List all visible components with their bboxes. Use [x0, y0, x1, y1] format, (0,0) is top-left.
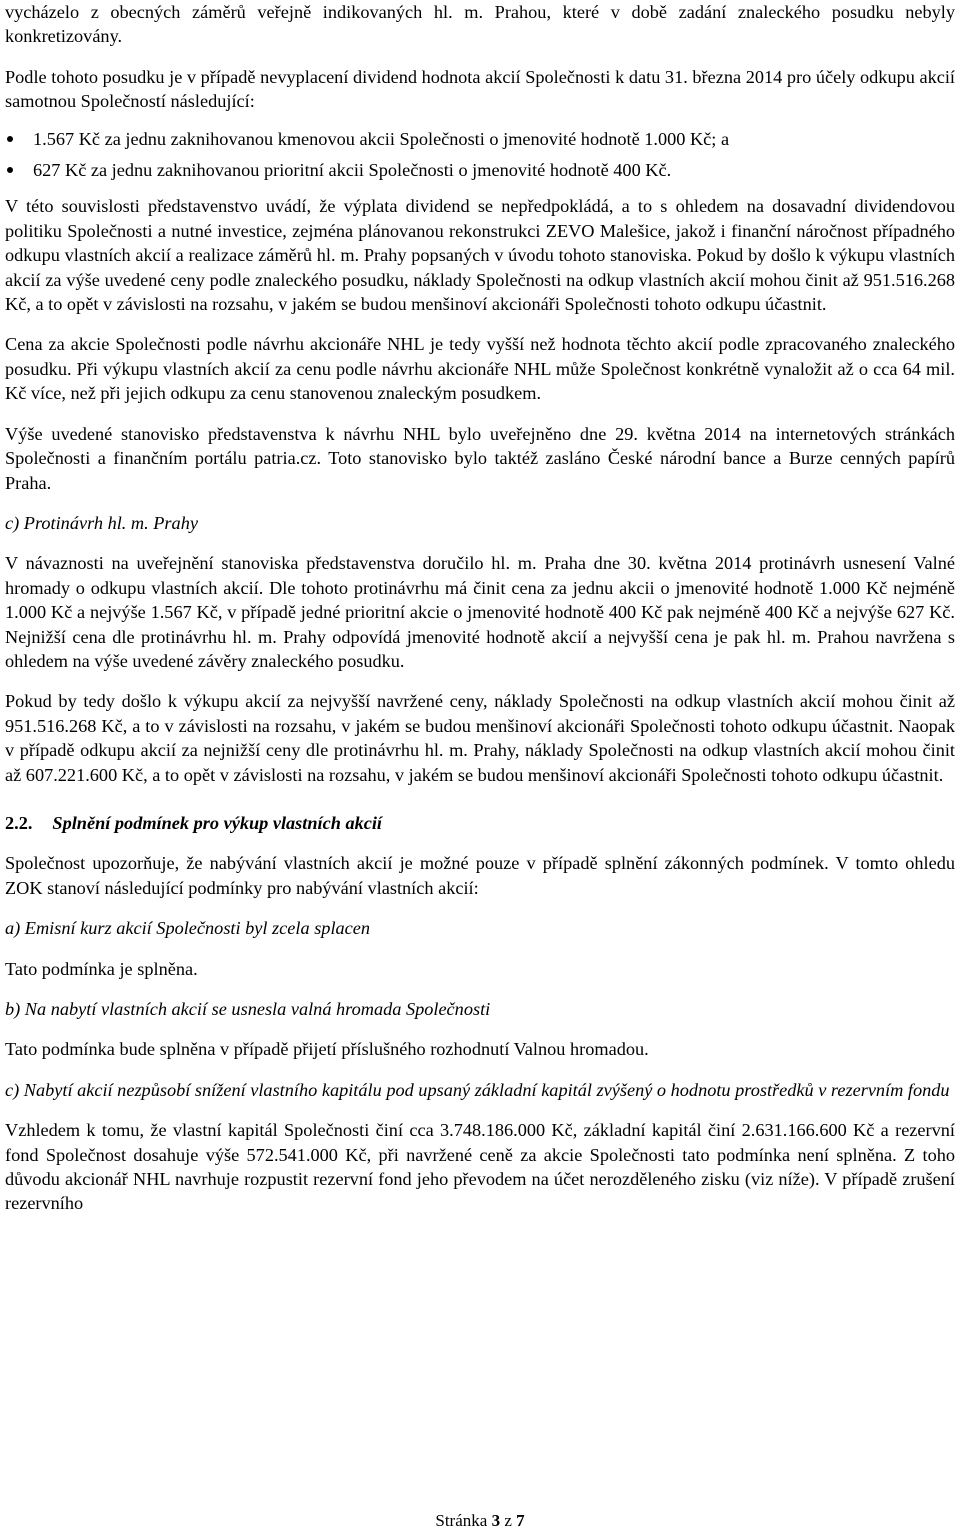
paragraph: V této souvislosti představenstvo uvádí, že výplata dividend se nepředpokládá, a to s ohledem na dosavadní dividendovou politiku Společnosti a nutné investice, zejména plánovanou rekonstrukci ZEVO Malešice, jakož i finanční náročnost případného odkupu vlastních akcií a realizace záměrů hl. m. Prahy popsaných v úvodu tohoto stanoviska. Pokud by došlo k výkupu vlastních akcií za výše uvedené ceny podle znaleckého posudku, náklady Společnosti na odkup vlastních akcií mohou činit až 951.516.268 Kč, a to opět v závislosti na rozsahu, v jakém se budou menšinoví akcionáři Společnosti tohoto odkupu účastnit.: [5, 196, 955, 315]
paragraph: Výše uvedené stanovisko představenstva k návrhu NHL bylo uveřejněno dne 29. května 2014 na internetových stránkách Společnosti a finančním portálu patria.cz. Toto stanovisko bylo taktéž zasláno České národní bance a Burze cenných papírů Praha.: [5, 423, 955, 493]
bullet-item: 627 Kč za jednu zaknihovanou prioritní akcii Společnosti o jmenovité hodnotě 400 Kč.: [5, 158, 955, 182]
subheading-b: b) Na nabytí vlastních akcií se usnesla valná hromada Společnosti: [5, 999, 491, 1019]
paragraph: Pokud by tedy došlo k výkupu akcií za nejvyšší navržené ceny, náklady Společnosti na odkup vlastních akcií mohou činit až 951.516.268 Kč, a to v závislosti na rozsahu, v jakém se budou menšinoví akcionáři Společnosti tohoto odkupu účastnit. Naopak v případě odkupu akcií za nejnižší ceny dle protinávrhu hl. m. Prahy, náklady Společnosti na odkup vlastních akcií mohou činit až 607.221.600 Kč, a to opět v závislosti na rozsahu, v jakém se budou menšinoví akcionáři Společnosti tohoto odkupu účastnit.: [5, 691, 955, 785]
paragraph: Tato podmínka bude splněna v případě přijetí příslušného rozhodnutí Valnou hromadou.: [5, 1039, 649, 1060]
bullet-list: [5, 127, 955, 183]
footer-total-pages: 7: [516, 1511, 525, 1530]
subheading-c: c) Protinávrh hl. m. Prahy: [5, 512, 198, 533]
footer-separator: z: [504, 1511, 512, 1530]
paragraph: Vzhledem k tomu, že vlastní kapitál Společnosti činí cca 3.748.186.000 Kč, základní kapitál činí 2.631.166.600 Kč a rezervní fond Společnost dosahuje výše 572.541.000 Kč, při navržené ceně za akcie Společnosti tato podmínka není splněna. Z toho důvodu akcionář NHL navrhuje rozpustit rezervní fond jeho převodem na účet nerozděleného zisku (viz níže). V případě zrušení rezervního: [5, 1120, 955, 1214]
section-title: Splnění podmínek pro výkup vlastních akcií: [52, 812, 383, 833]
page-footer: [0, 1511, 960, 1531]
subheading-c2: c) Nabytí akcií nezpůsobí snížení vlastního kapitálu pod upsaný základní kapitál zvýšený o hodnotu prostředků v rezervním fondu: [5, 1079, 950, 1100]
paragraph: V návaznosti na uveřejnění stanoviska představenstva doručilo hl. m. Praha dne 30. května 2014 protinávrh usnesení Valné hromady o odkupu vlastních akcií. Dle tohoto protinávrhu má činit cena za jednu akcii o jmenovité hodnotě 1.000 Kč nejméně 1.000 Kč a nejvýše 1.567 Kč, v případě jedné prioritní akcie o jmenovité hodnotě 400 Kč pak nejméně 400 Kč a nejvýše 627 Kč. Nejnižší cena dle protinávrhu hl. m. Prahy odpovídá jmenovité hodnotě akcií a nejvyšší cena je pak hl. m. Prahou navržena s ohledem na výše uvedené závěry znaleckého posudku.: [5, 553, 955, 671]
paragraph: Cena za akcie Společnosti podle návrhu akcionáře NHL je tedy vyšší než hodnota těchto akcií podle zpracovaného znaleckého posudku. Při výkupu vlastních akcií za cenu podle návrhu akcionáře NHL může Společnost konkrétně vynaložit až o cca 64 mil. Kč více, než při jejich odkupu za cenu stanovenou znaleckým posudkem.: [5, 334, 955, 404]
section-heading: [5, 811, 955, 835]
paragraph: Společnost upozorňuje, že nabývání vlastních akcií je možné pouze v případě splnění zákonných podmínek. V tomto ohledu ZOK stanoví následující podmínky pro nabývání vlastních akcií:: [5, 853, 955, 898]
section-number: 2.2.: [5, 812, 33, 833]
bullet-item: 1.567 Kč za jednu zaknihovanou kmenovou akcii Společnosti o jmenovité hodnotě 1.000 Kč; a: [5, 127, 955, 151]
footer-prefix: Stránka: [435, 1511, 488, 1530]
subheading-a: a) Emisní kurz akcií Společnosti byl zcela splacen: [5, 918, 371, 939]
paragraph: Tato podmínka je splněna.: [5, 958, 198, 979]
paragraph: Podle tohoto posudku je v případě nevyplacení dividend hodnota akcií Společnosti k datu 31. března 2014 pro účely odkupu akcií samotnou Společností následující:: [5, 66, 955, 112]
footer-current-page: 3: [491, 1511, 501, 1530]
paragraph: vycházelo z obecných záměrů veřejně indikovaných hl. m. Prahou, které v době zadání znaleckého posudku nebyly konkretizovány.: [5, 2, 955, 47]
page-content: [5, 0, 955, 1216]
